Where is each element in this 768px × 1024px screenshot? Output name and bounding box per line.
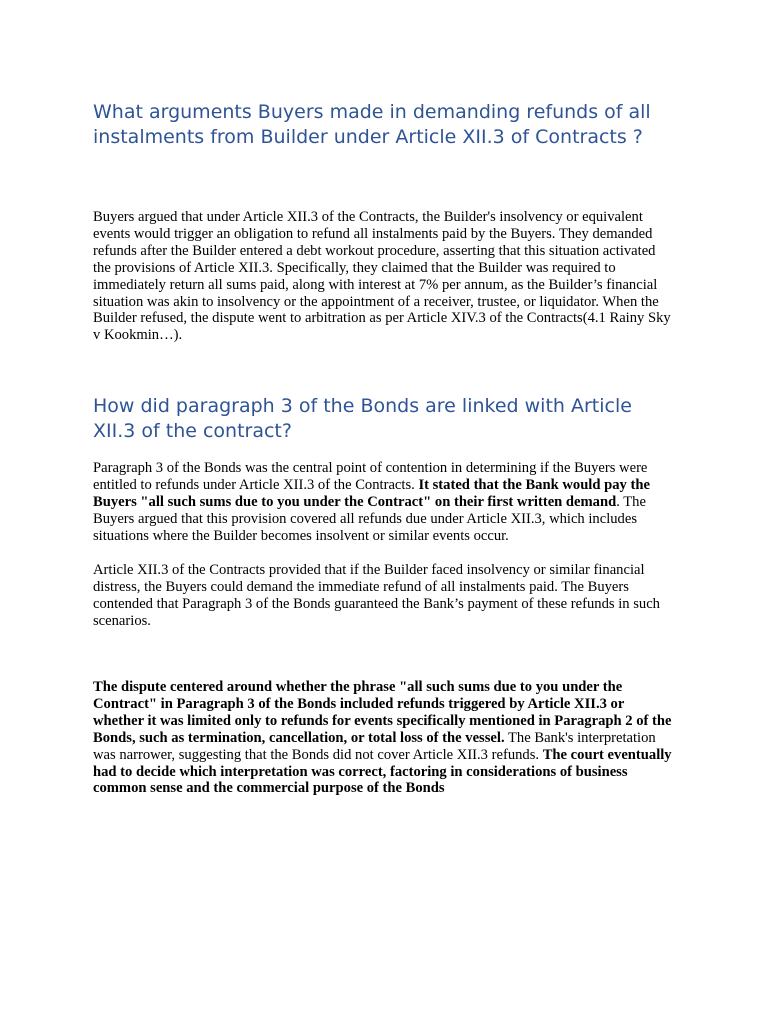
paragraph-article-xii3: Article XII.3 of the Contracts provided that if the Builder faced insolvency or similar financial distress, the Buyers could demand the immediate refund of all instalments paid. The Buyers contended that Paragraph 3 of the Bonds guaranteed the Bank’s payment of these refunds in such scenarios. [93,562,660,629]
paragraph-dispute [93,679,678,797]
paragraph-buyers-arguments: Buyers argued that under Article XII.3 of the Contracts, the Builder's insolvency or equivalent events would trigger an obligation to refund all instalments paid by the Buyers. They demanded refunds after the Builder entered a debt workout procedure, asserting that this situation activated the provisions of Article XII.3. Specifically, they claimed that the Builder was required to immediately return all sums paid, along with interest at 7% per annum, as the Builder’s financial situation was akin to insolvency or the appointment of a receiver, trustee, or liquidator. When the Builder refused, the dispute went to arbitration as per Article XIV.3 of the Contracts(4.1 Rainy Sky v Kookmin…). [93,209,671,344]
heading-bonds-link: How did paragraph 3 of the Bonds are linked with Article XII.3 of the contract? [93,395,632,442]
paragraph-bold-text: The court eventually had to decide which interpretation was correct, factoring in considerations of business common sense and the commercial purpose of the Bonds [93,746,672,797]
paragraph-bold-text: The dispute centered around whether the phrase "all such sums due to you under the Contract" in Paragraph 3 of the Bonds included refunds triggered by Article XII.3 or whether it was limited only to refunds for events specifically mentioned in Paragraph 2 of the Bonds, such as termination, cancellation, or total loss of the vessel. [93,679,672,746]
paragraph-text: . The Buyers argued that this provision covered all refunds due under Article XII.3, which includes situations where the Builder becomes insolvent or similar events occur. [93,493,646,544]
paragraph-bold-text: It stated that the Bank would pay the Buyers "all such sums due to you under the Contract" on their first written demand [93,476,650,510]
heading-buyers-arguments: What arguments Buyers made in demanding refunds of all instalments from Builder under Article XII.3 of Contracts ? [93,101,651,148]
paragraph-text: Paragraph 3 of the Bonds was the central point of contention in determining if the Buyers were entitled to refunds under Article XII.3 of the Contracts. [93,460,648,493]
paragraph-bonds-paragraph-3 [93,460,678,545]
paragraph-text: The Bank's interpretation was narrower, suggesting that the Bonds did not cover Article XII.3 refunds. [93,729,656,763]
